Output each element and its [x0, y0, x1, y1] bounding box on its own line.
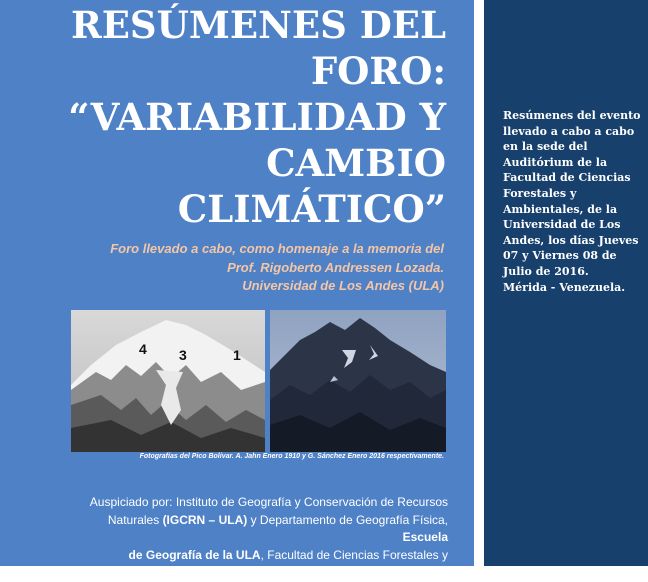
photo-label-3: 3 [179, 347, 187, 363]
sponsor-line-3 [68, 547, 448, 565]
subtitle-line-2: Prof. Rigoberto Andressen Lozada. [227, 259, 444, 275]
event-summary-line: Julio de 2016. [503, 264, 589, 278]
event-summary-line: Ambientales, de la [503, 202, 618, 216]
event-summary-line: en la sede del [503, 140, 588, 154]
event-summary-line: Universidad de Los [503, 218, 621, 232]
photo-label-4: 4 [139, 341, 147, 357]
event-summary-line: Mérida - Venezuela. [503, 280, 626, 294]
photo-label-1: 1 [233, 347, 241, 363]
event-summary-line: Andes, los días Jueves [503, 233, 639, 247]
sponsor-line-1: Auspiciado por: Instituto de Geografía y Conservación de Recursos [89, 495, 448, 509]
photo-pico-bolivar-2016 [270, 310, 446, 452]
sponsor-line-2 [68, 512, 448, 547]
event-summary-line: Resúmenes del evento [503, 109, 641, 122]
event-summary-line: Facultad de Ciencias [503, 171, 631, 185]
sponsor-text-naturales: Naturales [107, 512, 163, 527]
subtitle-line-3: Universidad de Los Andes (ULA) [242, 278, 444, 293]
cover-subtitle [24, 240, 444, 296]
sponsor-facultad: , Facultad de Ciencias Forestales y [260, 547, 448, 562]
sponsor-escuela: Escuela [402, 530, 448, 544]
photo-caption: Fotografías del Pico Bolívar. A. Jahn Enero 1910 y G. Sánchez Enero 2016 respectivamente. [139, 453, 444, 460]
title-line-1: RESÚMENES DEL [70, 3, 446, 47]
sponsor-escuela-name: de Geografía de la ULA [128, 547, 261, 562]
title-line-3: “VARIABILIDAD Y [68, 95, 446, 139]
event-summary-line: llevado a cabo a cabo [503, 124, 635, 138]
event-summary-line: 07 y Viernes 08 de [503, 249, 617, 263]
event-summary-line: Forestales y [503, 186, 577, 200]
subtitle-line-1: Foro llevado a cabo, como homenaje a la memoria del [110, 241, 444, 256]
event-summary [503, 108, 639, 295]
sidebar-panel [484, 0, 648, 566]
title-line-2: FORO: [310, 49, 446, 93]
sponsor-acronym: (IGCRN – ULA) [162, 512, 248, 527]
panel-divider [474, 0, 484, 566]
photo-pico-bolivar-1910 [71, 310, 265, 452]
cover-title [6, 2, 446, 232]
title-line-4: CAMBIO CLIMÁTICO” [177, 141, 446, 231]
sponsor-text [68, 494, 448, 582]
event-summary-line: Auditórium de la [503, 155, 608, 169]
sponsor-line-4: Ambientales. [378, 565, 448, 579]
sponsor-text-dept: y Departamento de Geografía Física, [247, 512, 448, 527]
